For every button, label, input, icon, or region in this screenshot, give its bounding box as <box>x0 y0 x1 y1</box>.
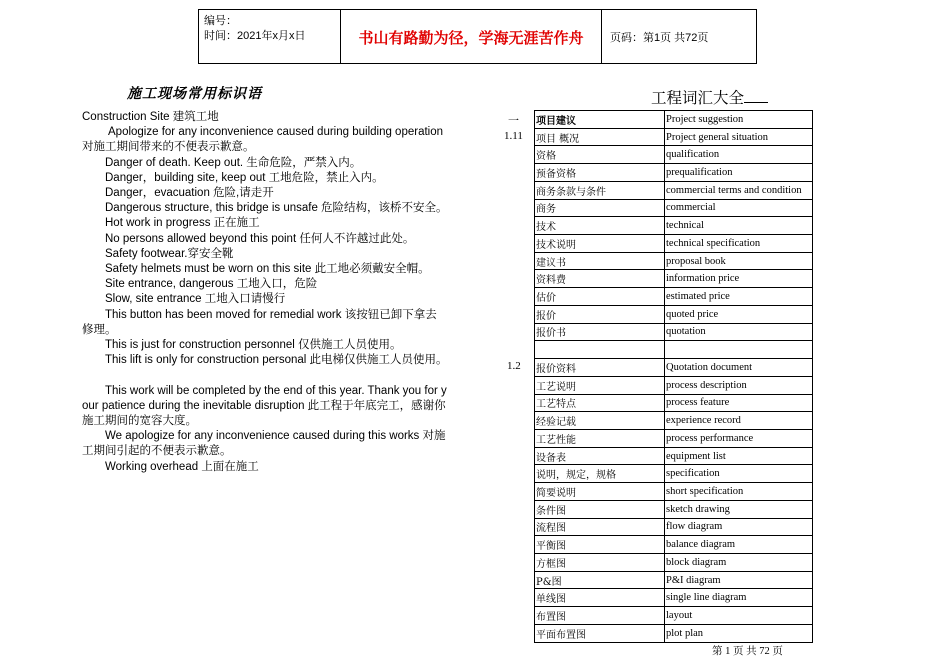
term-chinese: 平衡图 <box>535 536 665 554</box>
table-row <box>535 217 813 235</box>
text-line: 对施工期间带来的不便表示歉意。 <box>82 141 255 154</box>
table-row <box>535 128 813 146</box>
text-line: No persons allowed beyond this point 任何人不许越过此处。 <box>105 232 415 245</box>
term-chinese: 工艺说明 <box>535 376 665 394</box>
text-line: Construction Site 建筑工地 <box>82 111 219 123</box>
table-row <box>535 412 813 430</box>
term-english: sketch drawing <box>665 500 813 518</box>
term-chinese: 简要说明 <box>535 483 665 501</box>
term-english: technical <box>665 217 813 235</box>
term-chinese: 方框图 <box>535 553 665 571</box>
text-line: Dangerous structure, this bridge is unsafe 危险结构，该桥不安全。 <box>105 202 448 215</box>
header-motto-cell <box>341 10 602 63</box>
header-time-label: 时间：2021年x月x日 <box>204 30 306 42</box>
table-row <box>535 288 813 306</box>
table-row <box>535 181 813 199</box>
term-english: estimated price <box>665 288 813 306</box>
term-english: quoted price <box>665 305 813 323</box>
text-line: This button has been moved for remedial work 该按钮已卸下拿去 <box>105 308 437 321</box>
document-header <box>198 9 757 64</box>
term-english: commercial terms and condition <box>665 181 813 199</box>
term-english: process feature <box>665 394 813 412</box>
term-chinese: 估价 <box>535 288 665 306</box>
term-chinese: P&图 <box>535 571 665 589</box>
term-chinese: 布置图 <box>535 607 665 625</box>
term-chinese: 说明，规定，规格 <box>535 465 665 483</box>
term-chinese: 报价书 <box>535 323 665 341</box>
term-chinese: 流程图 <box>535 518 665 536</box>
table-row <box>535 447 813 465</box>
term-chinese: 资料费 <box>535 270 665 288</box>
right-title-text: 工程词汇大全 <box>651 90 745 107</box>
term-english: layout <box>665 607 813 625</box>
term-chinese: 单线图 <box>535 589 665 607</box>
term-english: proposal book <box>665 252 813 270</box>
table-row <box>535 323 813 341</box>
left-text-block <box>82 110 460 475</box>
table-row <box>535 394 813 412</box>
term-english: block diagram <box>665 553 813 571</box>
text-line <box>82 368 460 383</box>
text-line: Danger，evacuation 危险,请走开 <box>105 187 274 200</box>
text-line: We apologize for any inconvenience caused during this works 对施 <box>105 430 446 443</box>
title-underline <box>744 88 768 103</box>
text-line: This work will be completed by the end of this year. Thank you for y <box>105 384 447 397</box>
term-chinese: 设备表 <box>535 447 665 465</box>
term-chinese: 资格 <box>535 146 665 164</box>
term-english: commercial <box>665 199 813 217</box>
term-english: prequalification <box>665 164 813 182</box>
table-row <box>535 536 813 554</box>
table-row <box>535 376 813 394</box>
text-line: Slow, site entrance 工地入口请慢行 <box>105 293 286 306</box>
text-line: Safety footwear.穿安全靴 <box>105 247 234 260</box>
term-english: technical specification <box>665 235 813 253</box>
term-english: short specification <box>665 483 813 501</box>
term-chinese: 报价资料 <box>535 359 665 377</box>
table-row <box>535 518 813 536</box>
table-row <box>535 252 813 270</box>
table-row <box>535 465 813 483</box>
term-chinese: 预备资格 <box>535 164 665 182</box>
text-line: Danger of death. Keep out. 生命危险，严禁入内。 <box>105 156 362 169</box>
section-number: 1.11 <box>504 129 523 142</box>
table-row <box>535 111 813 129</box>
term-chinese <box>535 341 665 359</box>
term-english: balance diagram <box>665 536 813 554</box>
term-chinese: 工艺特点 <box>535 394 665 412</box>
text-line: Safety helmets must be worn on this site 此工地必须戴安全帽。 <box>105 263 430 276</box>
table-row <box>535 270 813 288</box>
term-english: flow diagram <box>665 518 813 536</box>
term-chinese: 技术 <box>535 217 665 235</box>
table-row <box>535 589 813 607</box>
table-row <box>535 607 813 625</box>
term-english: quotation <box>665 323 813 341</box>
term-english: information price <box>665 270 813 288</box>
term-english: qualification <box>665 146 813 164</box>
term-chinese: 商务条款与条件 <box>535 181 665 199</box>
table-row <box>535 624 813 642</box>
table-row <box>535 146 813 164</box>
table-row <box>535 500 813 518</box>
term-english: equipment list <box>665 447 813 465</box>
term-chinese: 项目 概况 <box>535 128 665 146</box>
text-line: This is just for construction personnel 仅供施工人员使用。 <box>105 339 402 352</box>
term-chinese: 报价 <box>535 305 665 323</box>
term-english: Quotation document <box>665 359 813 377</box>
section-number: 1.2 <box>507 360 521 373</box>
term-chinese: 技术说明 <box>535 235 665 253</box>
term-english: P&I diagram <box>665 571 813 589</box>
header-number-label: 编号： <box>204 15 237 27</box>
term-chinese: 经验记载 <box>535 412 665 430</box>
term-english: process description <box>665 376 813 394</box>
text-line: 施工期间的宽容大度。 <box>82 415 197 428</box>
text-line: Hot work in progress 正在施工 <box>105 217 260 230</box>
text-line: Site entrance, dangerous 工地入口，危险 <box>105 278 318 291</box>
table-row <box>535 341 813 359</box>
term-chinese: 项目建议 <box>535 111 665 129</box>
section-number: 一 <box>508 115 519 127</box>
term-english: experience record <box>665 412 813 430</box>
header-page-label: 页码：第1页 共72页 <box>610 32 709 44</box>
text-line: our patience during the inevitable disruption 此工程于年底完工，感谢你 <box>82 399 446 412</box>
term-english: specification <box>665 465 813 483</box>
term-english: plot plan <box>665 624 813 642</box>
text-line: Apologize for any inconvenience caused during building operation <box>108 126 444 139</box>
header-motto: 书山有路勤为径，学海无涯苦作舟 <box>358 29 584 47</box>
term-english: process performance <box>665 429 813 447</box>
term-english: single line diagram <box>665 589 813 607</box>
term-english: Project suggestion <box>665 111 813 129</box>
table-row <box>535 235 813 253</box>
table-row <box>535 164 813 182</box>
text-line: 修理。 <box>82 323 117 336</box>
term-chinese: 建议书 <box>535 252 665 270</box>
vocabulary-table <box>534 110 813 643</box>
text-line: Working overhead 上面在施工 <box>105 460 259 473</box>
term-chinese: 商务 <box>535 199 665 217</box>
table-row <box>535 483 813 501</box>
table-row <box>535 359 813 377</box>
term-english <box>665 341 813 359</box>
table-row <box>535 199 813 217</box>
term-chinese: 条件图 <box>535 500 665 518</box>
left-section-title: 施工现场常用标识语 <box>127 86 262 102</box>
header-meta-cell <box>199 10 341 63</box>
table-row <box>535 553 813 571</box>
table-row <box>535 305 813 323</box>
term-chinese: 平面布置图 <box>535 624 665 642</box>
term-english: Project general situation <box>665 128 813 146</box>
right-section-title <box>651 86 768 108</box>
text-line: 工期间引起的不便表示歉意。 <box>82 445 232 458</box>
header-page-cell <box>602 10 756 63</box>
term-chinese: 工艺性能 <box>535 429 665 447</box>
table-row <box>535 429 813 447</box>
table-row <box>535 571 813 589</box>
text-line: This lift is only for construction personal 此电梯仅供施工人员使用。 <box>105 354 448 367</box>
text-line: Danger，building site, keep out 工地危险，禁止入内。 <box>105 171 384 184</box>
page-footer: 第 1 页 共 72 页 <box>712 646 783 657</box>
